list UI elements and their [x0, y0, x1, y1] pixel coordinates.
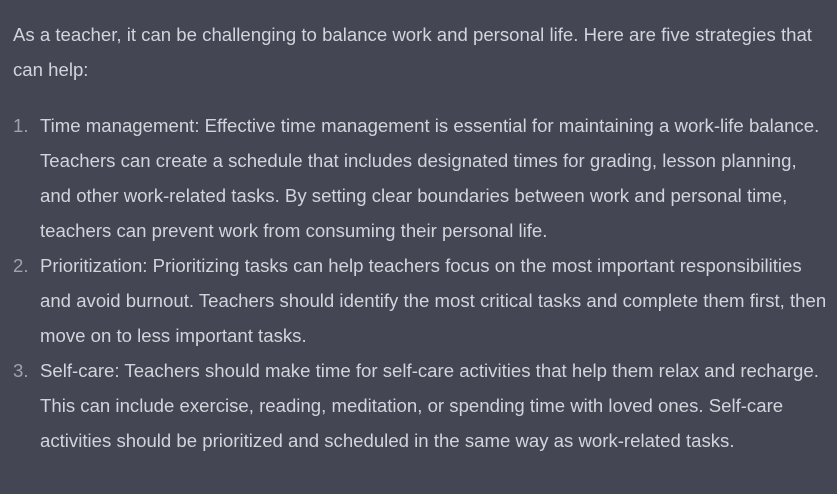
list-item-text: Self-care: Teachers should make time for self-care activities that help them relax and recharge. This can include exercise, reading, meditation, or spending time with loved ones. Self-care activities should be prioritized and scheduled in the same way as work-related tasks.: [40, 360, 819, 451]
list-item-number: 1.: [13, 115, 29, 136]
list-item: [13, 108, 827, 248]
intro-paragraph: As a teacher, it can be challenging to balance work and personal life. Here are five strategies that can help:: [13, 24, 812, 80]
list-item-text: Time management: Effective time management is essential for maintaining a work-life balance. Teachers can create a schedule that includes designated times for grading, lesson planning, and other work-related tasks. By setting clear boundaries between work and personal time, teachers can prevent work from consuming their personal life.: [40, 115, 820, 241]
list-item: [13, 353, 827, 458]
list-item-text: Prioritization: Prioritizing tasks can help teachers focus on the most important responsibilities and avoid burnout. Teachers should identify the most critical tasks and complete them first, then move on to less important tasks.: [40, 255, 827, 346]
list-item-number: 3.: [13, 360, 29, 381]
list-item: [13, 248, 827, 353]
list-item-number: 2.: [13, 255, 29, 276]
strategy-list: [13, 108, 827, 458]
